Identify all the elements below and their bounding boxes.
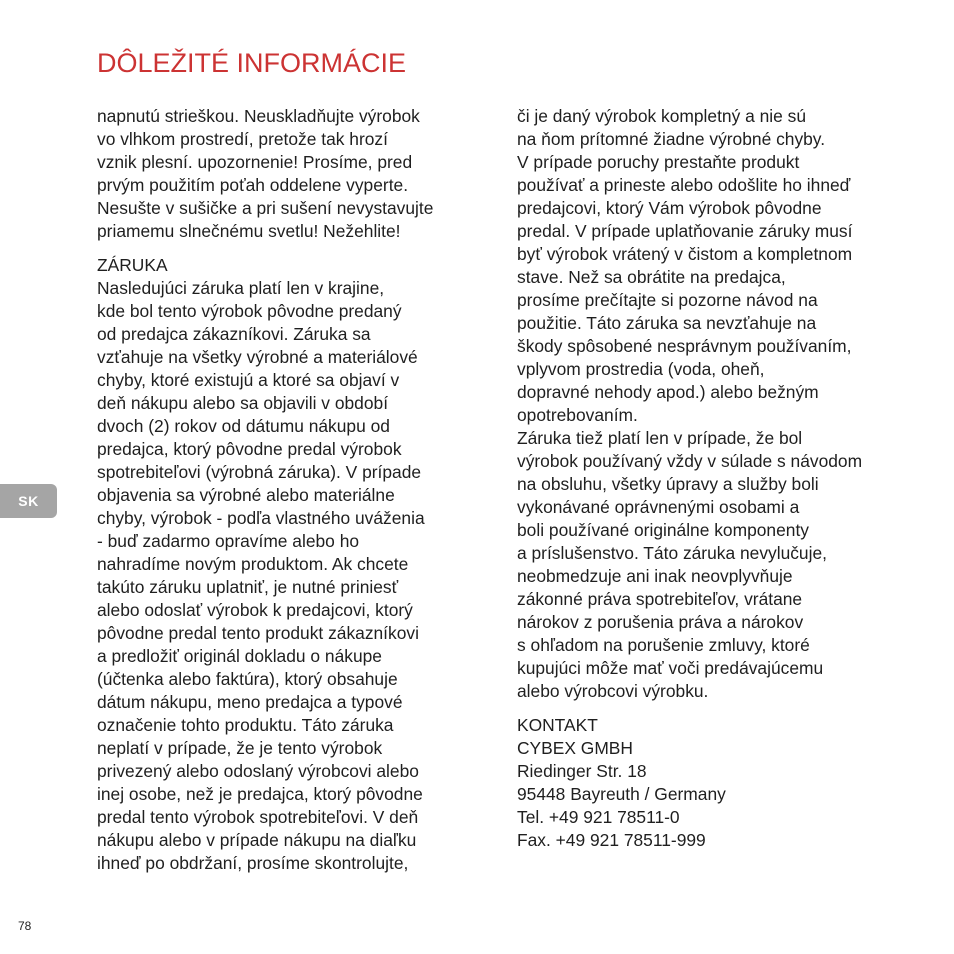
text-line: privezený alebo odoslaný výrobcovi alebo	[97, 761, 419, 781]
text-line: opotrebovaním.	[517, 405, 638, 425]
phone-line: Tel. +49 921 78511-0	[517, 807, 680, 827]
text-line: Záruka tiež platí len v prípade, že bol	[517, 428, 803, 448]
warranty-heading: ZÁRUKA	[97, 255, 168, 275]
text-line: vzťahuje na všetky výrobné a materiálové	[97, 347, 418, 367]
text-line: vo vlhkom prostredí, pretože tak hrozí	[97, 129, 388, 149]
text-line: s ohľadom na porušenie zmluvy, ktoré	[517, 635, 810, 655]
text-line: chyby, výrobok - podľa vlastného uváženia	[97, 508, 425, 528]
left-column	[97, 105, 487, 875]
text-line: označenie tohto produktu. Táto záruka	[97, 715, 394, 735]
text-line: Nasledujúci záruka platí len v krajine,	[97, 278, 385, 298]
text-line: dopravné nehody apod.) alebo bežným	[517, 382, 819, 402]
text-line: použitie. Táto záruka sa nevzťahuje na	[517, 313, 817, 333]
address-line: Riedinger Str. 18	[517, 761, 647, 781]
text-line: výrobok používaný vždy v súlade s návodom	[517, 451, 863, 471]
fax-line: Fax. +49 921 78511-999	[517, 830, 706, 850]
text-line: byť výrobok vrátený v čistom a kompletnom	[517, 244, 853, 264]
text-line: škody spôsobené nesprávnym používaním,	[517, 336, 852, 356]
text-line: neplatí v prípade, že je tento výrobok	[97, 738, 383, 758]
text-line: kde bol tento výrobok pôvodne predaný	[97, 301, 402, 321]
text-line: chyby, ktoré existujú a ktoré sa objaví v	[97, 370, 400, 390]
text-line: na obsluhu, všetky úpravy a služby boli	[517, 474, 819, 494]
text-line: objavenia sa výrobné alebo materiálne	[97, 485, 395, 505]
text-line: deň nákupu alebo sa objavili v období	[97, 393, 389, 413]
text-line: predal. V prípade uplatňovanie záruky musí	[517, 221, 853, 241]
text-line: neobmedzuje ani inak neovplyvňuje	[517, 566, 793, 586]
text-line: - buď zadarmo opravíme alebo ho	[97, 531, 360, 551]
text-line: ihneď po obdržaní, prosíme skontrolujte,	[97, 853, 409, 873]
text-line: nárokov z porušenia práva a nárokov	[517, 612, 804, 632]
contact-address	[517, 760, 907, 852]
text-line: nákupu alebo v prípade nákupu na diaľku	[97, 830, 417, 850]
address-line: 95448 Bayreuth / Germany	[517, 784, 726, 804]
intro-paragraph	[97, 105, 487, 243]
text-line: napnutú strieškou. Neuskladňujte výrobok	[97, 106, 420, 126]
text-line: od predajca zákazníkovi. Záruka sa	[97, 324, 371, 344]
right-column	[517, 105, 907, 852]
text-line: V prípade poruchy prestaňte produkt	[517, 152, 800, 172]
text-line: kupujúci môže mať voči predávajúcemu	[517, 658, 824, 678]
language-tab: SK	[0, 484, 57, 518]
page-title: DÔLEŽITÉ INFORMÁCIE	[97, 48, 407, 78]
text-line: dvoch (2) rokov od dátumu nákupu od	[97, 416, 390, 436]
text-line: dátum nákupu, meno predajca a typové	[97, 692, 403, 712]
text-line: nahradíme novým produktom. Ak chcete	[97, 554, 409, 574]
text-line: priamemu slnečnému svetlu! Nežehlite!	[97, 221, 401, 241]
text-line: boli používané originálne komponenty	[517, 520, 809, 540]
text-line: predajcovi, ktorý Vám výrobok pôvodne	[517, 198, 822, 218]
text-line: na ňom prítomné žiadne výrobné chyby.	[517, 129, 826, 149]
text-line: alebo odoslať výrobok k predajcovi, ktorý	[97, 600, 413, 620]
text-line: Nesušte v sušičke a pri sušení nevystavujte	[97, 198, 434, 218]
warranty-paragraph	[97, 277, 487, 875]
text-line: pôvodne predal tento produkt zákazníkovi	[97, 623, 419, 643]
text-line: inej osobe, než je predajca, ktorý pôvodne	[97, 784, 423, 804]
text-line: zákonné práva spotrebiteľov, vrátane	[517, 589, 803, 609]
text-line: a predložiť originál dokladu o nákupe	[97, 646, 382, 666]
text-line: takúto záruku uplatniť, je nutné priniesť	[97, 577, 399, 597]
text-line: vznik plesní. upozornenie! Prosíme, pred	[97, 152, 413, 172]
text-line: spotrebiteľovi (výrobná záruka). V prípade	[97, 462, 422, 482]
text-line: (účtenka alebo faktúra), ktorý obsahuje	[97, 669, 398, 689]
text-line: stave. Než sa obrátite na predajca,	[517, 267, 786, 287]
text-line: prvým použitím poťah oddelene vyperte.	[97, 175, 409, 195]
text-line: prosíme prečítajte si pozorne návod na	[517, 290, 818, 310]
warranty-continuation-paragraph	[517, 105, 907, 703]
text-line: alebo výrobcovi výrobku.	[517, 681, 709, 701]
page-number: 78	[18, 919, 32, 933]
text-line: predajca, ktorý pôvodne predal výrobok	[97, 439, 402, 459]
text-line: vykonávané oprávnenými osobami a	[517, 497, 800, 517]
text-line: a príslušenstvo. Táto záruka nevylučuje,	[517, 543, 827, 563]
text-line: používať a prineste alebo odošlite ho ihneď	[517, 175, 851, 195]
contact-heading: KONTAKT	[517, 715, 598, 735]
text-line: či je daný výrobok kompletný a nie sú	[517, 106, 807, 126]
text-line: vplyvom prostredia (voda, oheň,	[517, 359, 765, 379]
company-name: CYBEX GMBH	[517, 738, 633, 758]
text-line: predal tento výrobok spotrebiteľovi. V deň	[97, 807, 419, 827]
